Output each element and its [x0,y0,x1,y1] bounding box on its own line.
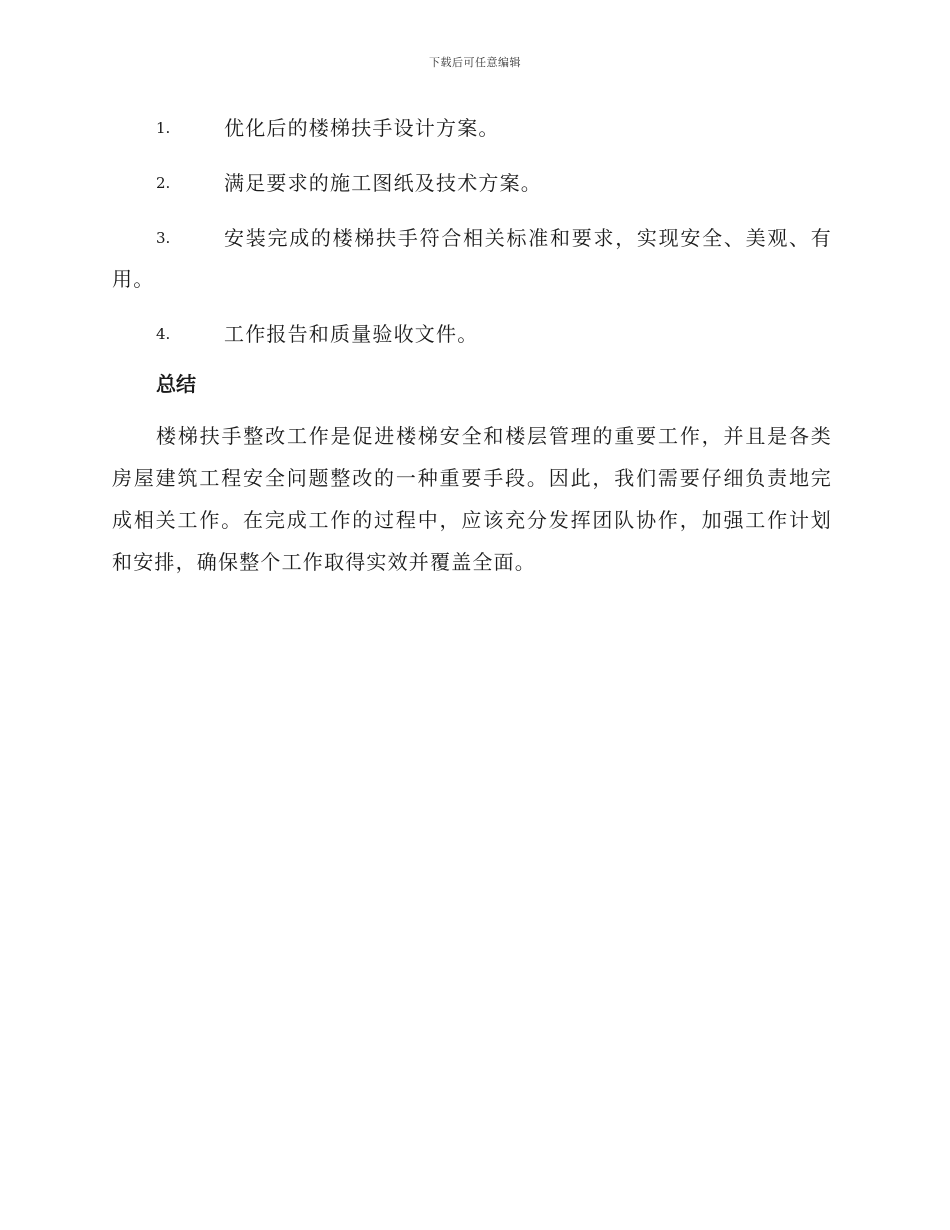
list-item-3 [112,218,832,300]
summary-paragraph: 楼梯扶手整改工作是促进楼梯安全和楼层管理的重要工作，并且是各类房屋建筑工程安全问题整改的一种重要手段。因此，我们需要仔细负责地完成相关工作。在完成工作的过程中，应该充分发挥团队协作，加强工作计划和安排，确保整个工作取得实效并覆盖全面。 [112,424,832,574]
list-item-number: 2. [156,174,171,192]
list-item-text: 工作报告和质量验收文件。 [224,322,479,346]
list-item-text: 优化后的楼梯扶手设计方案。 [224,116,500,140]
summary-heading: 总结 [156,372,196,396]
list-item-number: 3. [156,229,171,247]
list-item-number: 1. [156,119,171,137]
list-item-1 [112,108,832,149]
list-item-2 [112,163,832,204]
list-item-text: 安装完成的楼梯扶手符合相关标准和要求，实现安全、美观、有用。 [112,226,832,291]
document-body [112,108,832,583]
list-item-number: 4. [156,325,171,343]
list-item-text: 满足要求的施工图纸及技术方案。 [224,171,542,195]
list-item-4 [112,314,832,355]
page-header: 下载后可任意编辑 [429,56,521,69]
